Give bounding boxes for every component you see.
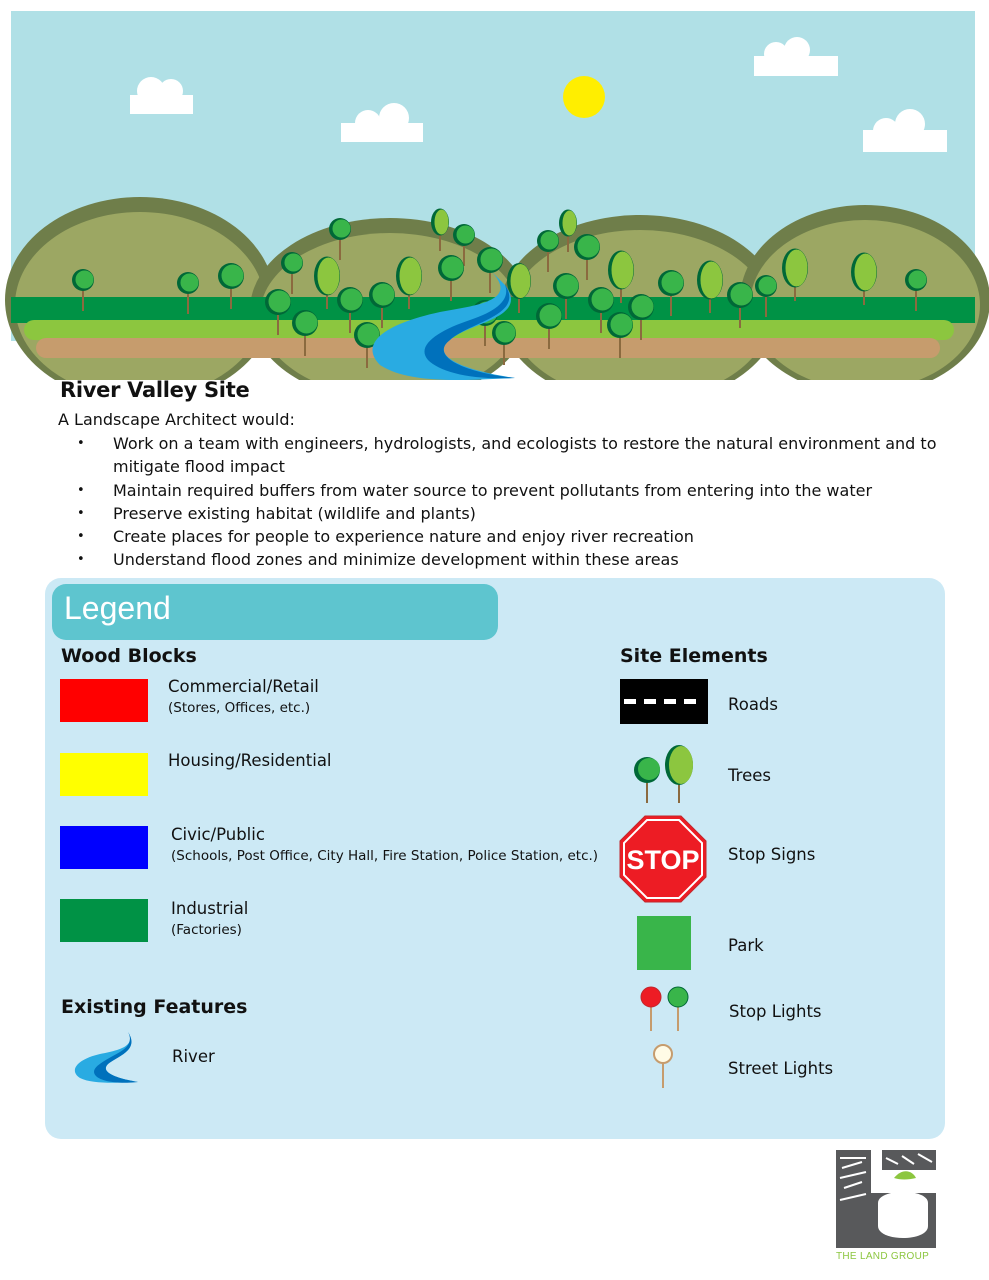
industrial-label: Industrial — [171, 899, 249, 918]
river-icon — [70, 1030, 145, 1085]
site-elements-heading: Site Elements — [620, 645, 768, 667]
list-item: • Preserve existing habitat (wildlife and plants) — [60, 502, 975, 525]
list-item: • Understand flood zones and minimize development within these areas — [60, 548, 975, 571]
road-icon — [620, 679, 708, 724]
list-item: • Create places for people to experience nature and enjoy river recreation — [60, 525, 975, 548]
civic-label: Civic/Public — [171, 825, 265, 844]
civic-sub: (Schools, Post Office, City Hall, Fire Station, Police Station, etc.) — [171, 848, 599, 864]
river-label: River — [172, 1047, 215, 1066]
list-item: • Maintain required buffers from water source to prevent pollutants from entering into the water — [60, 479, 975, 502]
stop-sign-text: STOP — [626, 845, 700, 875]
land-group-logo — [832, 1148, 940, 1252]
list-item: • Work on a team with engineers, hydrologists, and ecologists to restore the natural environment and to mitigate flood impact — [60, 432, 975, 479]
swatch-civic — [60, 826, 148, 869]
roads-label: Roads — [728, 695, 778, 714]
swatch-industrial — [60, 899, 148, 942]
commercial-sub: (Stores, Offices, etc.) — [168, 700, 311, 716]
commercial-label: Commercial/Retail — [168, 677, 319, 696]
street-light-icon — [650, 1042, 676, 1090]
logo-text: THE LAND GROUP — [836, 1251, 930, 1262]
street-lights-label: Street Lights — [728, 1059, 834, 1078]
trees-icon — [628, 742, 698, 806]
swatch-commercial — [60, 679, 148, 722]
stop-lights-icon — [638, 985, 694, 1033]
park-icon — [637, 916, 691, 970]
swatch-housing — [60, 753, 148, 796]
river-valley-illustration — [0, 0, 989, 380]
stop-lights-label: Stop Lights — [729, 1002, 822, 1021]
responsibility-list — [60, 432, 975, 572]
park-label: Park — [728, 936, 764, 955]
stop-signs-label: Stop Signs — [728, 845, 816, 864]
industrial-sub: (Factories) — [171, 922, 242, 938]
housing-label: Housing/Residential — [168, 751, 332, 770]
legend-title: Legend — [64, 590, 171, 626]
intro-text: A Landscape Architect would: — [58, 410, 295, 429]
soil-band — [36, 338, 940, 358]
sun-icon — [563, 76, 605, 118]
wood-blocks-heading: Wood Blocks — [61, 645, 197, 667]
page-title: River Valley Site — [60, 378, 250, 402]
existing-features-heading: Existing Features — [61, 996, 248, 1018]
stop-sign-icon — [619, 815, 707, 903]
trees-label: Trees — [728, 766, 771, 785]
